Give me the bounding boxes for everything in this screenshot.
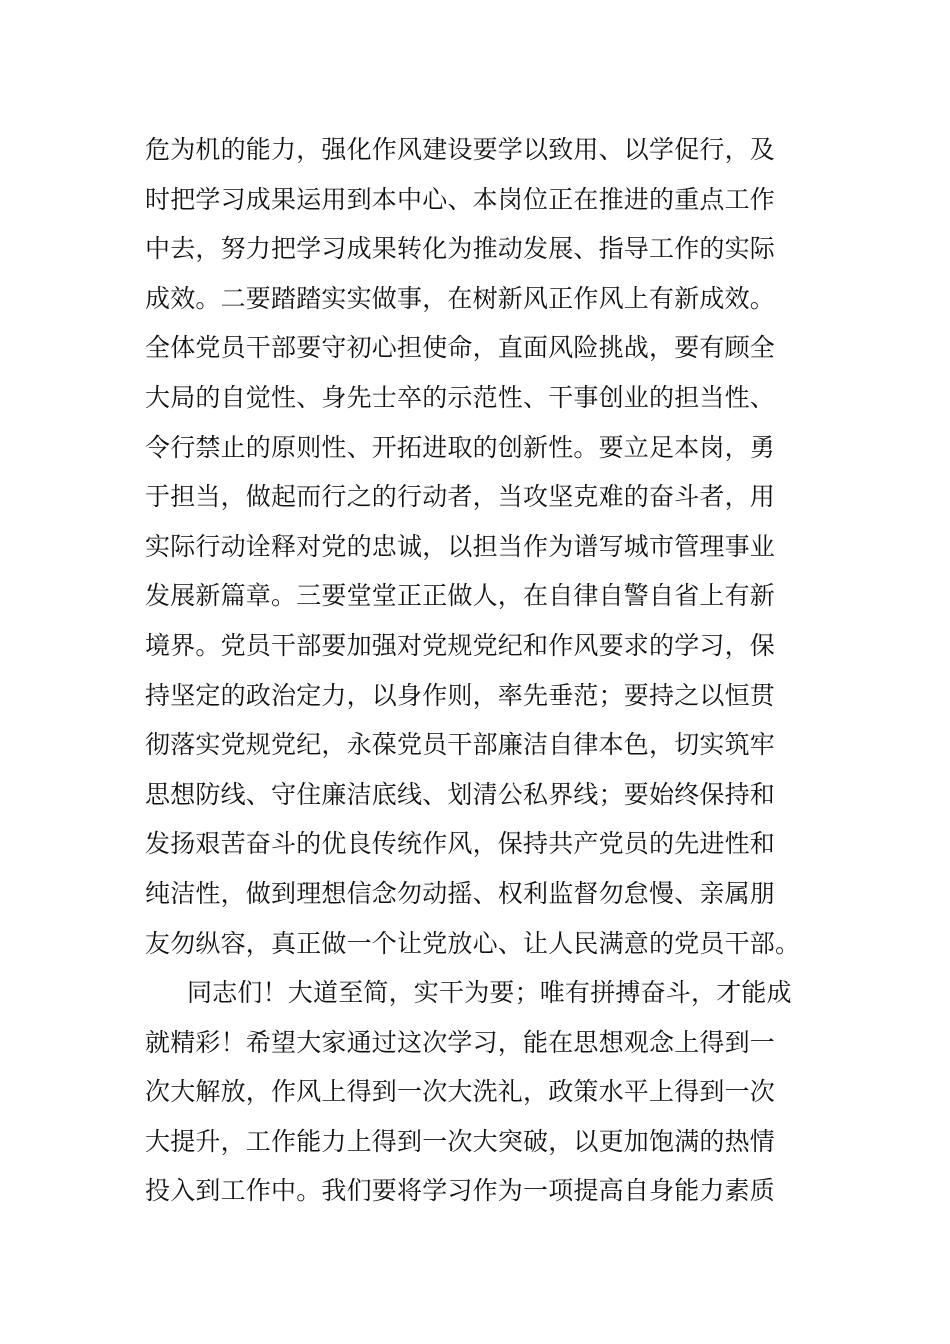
text-line: 全体党员干部要守初心担使命，直面风险挑战，要有顾全 bbox=[145, 333, 776, 363]
text-line: 投入到工作中。我们要将学习作为一项提高自身能力素质 bbox=[145, 1176, 776, 1206]
text-line: 大提升，工作能力上得到一次大突破，以更加饱满的热情 bbox=[145, 1126, 776, 1156]
text-line: 思想防线、守住廉洁底线、划清公私界线；要始终保持和 bbox=[145, 779, 776, 809]
text-line: 彻落实党规党纪，永葆党员干部廉洁自律本色，切实筑牢 bbox=[145, 730, 776, 760]
text-line: 成效。二要踏踏实实做事，在树新风正作风上有新成效。 bbox=[145, 283, 776, 313]
text-line: 实际行动诠释对党的忠诚，以担当作为谱写城市管理事业 bbox=[145, 531, 776, 561]
text-line: 持坚定的政治定力，以身作则，率先垂范；要持之以恒贯 bbox=[145, 680, 776, 710]
text-line: 就精彩！希望大家通过这次学习，能在思想观念上得到一 bbox=[145, 1027, 776, 1057]
paragraph-2 bbox=[145, 968, 810, 1216]
text-line: 发扬艰苦奋斗的优良传统作风，保持共产党员的先进性和 bbox=[145, 829, 776, 859]
text-line: 于担当，做起而行之的行动者，当攻坚克难的奋斗者，用 bbox=[145, 482, 776, 512]
text-line: 危为机的能力，强化作风建设要学以致用、以学促行，及 bbox=[145, 135, 776, 164]
text-line: 大局的自觉性、身先士卒的示范性、干事创业的担当性、 bbox=[145, 382, 776, 412]
body-text bbox=[145, 125, 810, 1216]
text-line: 同志们！大道至简，实干为要；唯有拼搏奋斗，才能成 bbox=[187, 978, 792, 1008]
text-line: 发展新篇章。三要堂堂正正做人，在自律自警自省上有新 bbox=[145, 581, 776, 611]
text-line: 时把学习成果运用到本中心、本岗位正在推进的重点工作 bbox=[145, 184, 776, 214]
text-line: 次大解放，作风上得到一次大洗礼，政策水平上得到一次 bbox=[145, 1077, 776, 1107]
paragraph-1 bbox=[145, 125, 810, 968]
text-line: 纯洁性，做到理想信念勿动摇、权利监督勿怠慢、亲属朋 bbox=[145, 878, 776, 908]
text-line: 令行禁止的原则性、开拓进取的创新性。要立足本岗，勇 bbox=[145, 432, 776, 462]
text-line: 友勿纵容，真正做一个让党放心、让人民满意的党员干部。 bbox=[145, 928, 801, 958]
text-line: 中去，努力把学习成果转化为推动发展、指导工作的实际 bbox=[145, 234, 776, 264]
text-line: 境界。党员干部要加强对党规党纪和作风要求的学习，保 bbox=[145, 630, 776, 660]
